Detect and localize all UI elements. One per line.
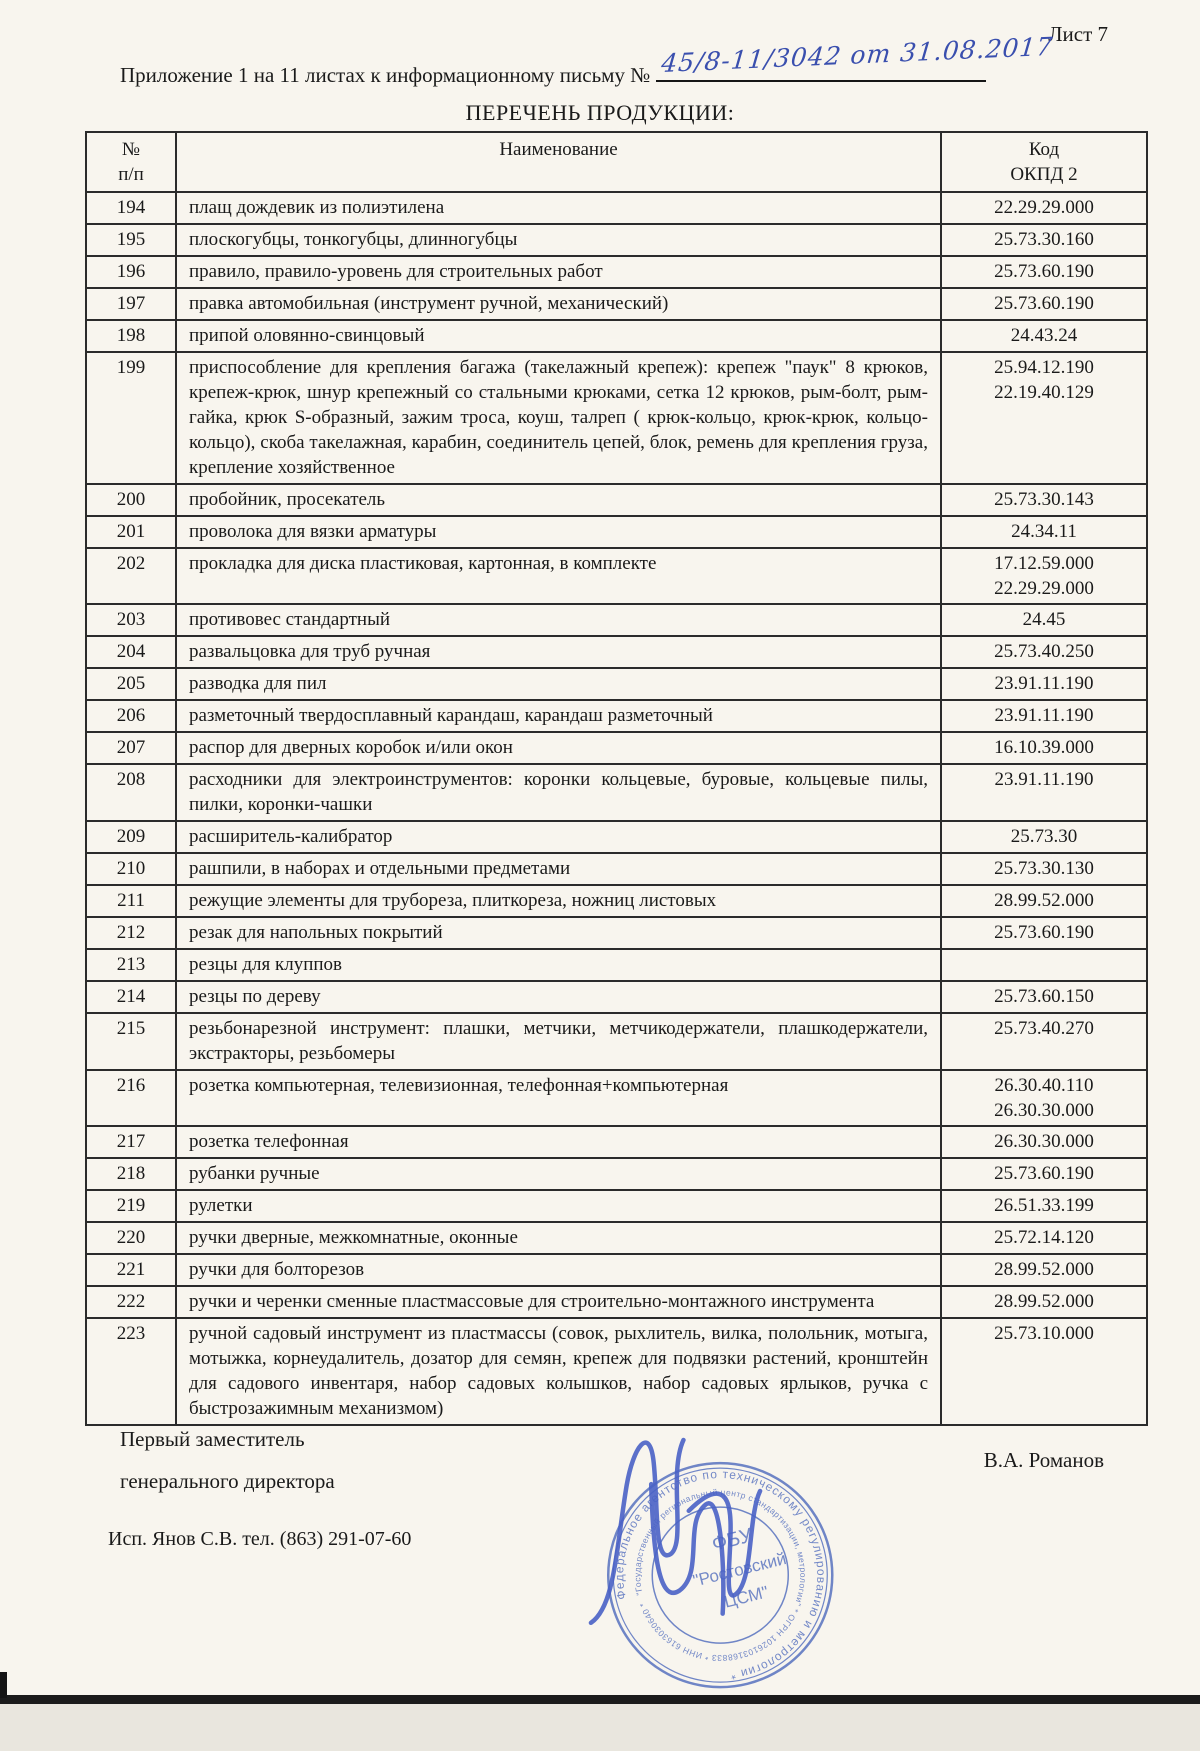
okpd-codes xyxy=(941,1190,1147,1222)
okpd-code: 25.73.10.000 xyxy=(994,1323,1094,1344)
okpd-code: 25.73.40.270 xyxy=(994,1018,1094,1039)
okpd-code: 17.12.59.000 xyxy=(994,553,1094,574)
row-number: 209 xyxy=(86,821,176,853)
column-header-num-line1: № xyxy=(121,139,141,160)
column-header-code-line2: ОКПД 2 xyxy=(1010,164,1078,185)
stamp-center-line1: ФБУ xyxy=(709,1524,755,1556)
okpd-codes xyxy=(941,1158,1147,1190)
okpd-codes xyxy=(941,548,1147,604)
appendix-text: Приложение 1 на 11 листах к информационному письму № xyxy=(120,63,651,87)
product-name: рашпили, в наборах и отдельными предметами xyxy=(176,853,941,885)
row-number: 210 xyxy=(86,853,176,885)
okpd-code: 25.94.12.190 xyxy=(994,357,1094,378)
okpd-code: 25.72.14.120 xyxy=(994,1227,1094,1248)
okpd-code: 25.73.30.143 xyxy=(994,489,1094,510)
row-number: 204 xyxy=(86,636,176,668)
okpd-code: 25.73.60.190 xyxy=(994,1163,1094,1184)
row-number: 196 xyxy=(86,256,176,288)
product-name: правка автомобильная (инструмент ручной, механический) xyxy=(176,288,941,320)
row-number: 219 xyxy=(86,1190,176,1222)
okpd-code: 24.43.24 xyxy=(1010,325,1078,346)
okpd-code: 28.99.52.000 xyxy=(994,1259,1094,1280)
row-number: 194 xyxy=(86,192,176,224)
okpd-codes xyxy=(941,604,1147,636)
column-header-num xyxy=(86,132,176,192)
table-row xyxy=(86,636,1147,668)
table-row xyxy=(86,949,1147,981)
product-name: приспособление для крепления багажа (такелажный крепеж): крепеж "паук" 8 крюков, крепеж-крюк, шнур крепежный со стальными крюками, сетка 12 крюков, рым-болт, рым-гайка, крюк S-образный, зажим троса, коуш, талреп ( крюк-кольцо, крюк-крюк, кольцо-кольцо), скоба такелажная, карабин, соединитель цепей, блок, ремень для крепления груза, крепление хозяйственное xyxy=(176,352,941,484)
okpd-codes xyxy=(941,1070,1147,1126)
table-row xyxy=(86,548,1147,604)
table-row xyxy=(86,981,1147,1013)
table-row xyxy=(86,320,1147,352)
table-row xyxy=(86,1254,1147,1286)
product-name: расходники для электроинструментов: коронки кольцевые, буровые, кольцевые пилы, пилки, коронки-чашки xyxy=(176,764,941,821)
okpd-code: 25.73.60.190 xyxy=(994,261,1094,282)
row-number: 223 xyxy=(86,1318,176,1425)
okpd-codes xyxy=(941,981,1147,1013)
scan-edge-corner xyxy=(0,1672,7,1698)
okpd-codes xyxy=(941,853,1147,885)
product-table xyxy=(85,131,1148,1426)
okpd-code: 26.30.30.000 xyxy=(994,1131,1094,1152)
product-name: противовес стандартный xyxy=(176,604,941,636)
scan-edge xyxy=(0,1695,1200,1704)
product-name: режущие элементы для трубореза, плиткореза, ножниц листовых xyxy=(176,885,941,917)
table-row xyxy=(86,917,1147,949)
okpd-code: 25.73.30 xyxy=(1010,826,1078,847)
product-name: плащ дождевик из полиэтилена xyxy=(176,192,941,224)
table-row xyxy=(86,1286,1147,1318)
product-name: рубанки ручные xyxy=(176,1158,941,1190)
signer-title-line1: Первый заместитель xyxy=(120,1427,305,1451)
table-header-row xyxy=(86,132,1147,192)
okpd-codes xyxy=(941,885,1147,917)
product-name: проволока для вязки арматуры xyxy=(176,516,941,548)
row-number: 215 xyxy=(86,1013,176,1070)
row-number: 213 xyxy=(86,949,176,981)
okpd-code: 25.73.30.160 xyxy=(994,229,1094,250)
okpd-codes xyxy=(941,352,1147,484)
table-row xyxy=(86,288,1147,320)
signer-title xyxy=(120,1418,335,1502)
row-number: 195 xyxy=(86,224,176,256)
okpd-code: 22.29.29.000 xyxy=(994,578,1094,599)
product-table-body xyxy=(86,192,1147,1425)
table-row xyxy=(86,764,1147,821)
okpd-code: 25.73.40.250 xyxy=(994,641,1094,662)
product-name: розетка телефонная xyxy=(176,1126,941,1158)
table-row xyxy=(86,668,1147,700)
product-name: припой оловянно-свинцовый xyxy=(176,320,941,352)
product-name: резцы по дереву xyxy=(176,981,941,1013)
okpd-code: 28.99.52.000 xyxy=(994,1291,1094,1312)
document-title: ПЕРЕЧЕНЬ ПРОДУКЦИИ: xyxy=(465,100,735,125)
column-header-num-line2: п/п xyxy=(118,164,144,185)
product-name: ручки для болторезов xyxy=(176,1254,941,1286)
okpd-codes xyxy=(941,821,1147,853)
okpd-codes xyxy=(941,949,1147,981)
table-row xyxy=(86,821,1147,853)
okpd-codes xyxy=(941,1222,1147,1254)
row-number: 200 xyxy=(86,484,176,516)
row-number: 211 xyxy=(86,885,176,917)
table-row xyxy=(86,732,1147,764)
okpd-codes xyxy=(941,668,1147,700)
product-name: резцы для клуппов xyxy=(176,949,941,981)
okpd-code: 28.99.52.000 xyxy=(994,890,1094,911)
okpd-code: 22.19.40.129 xyxy=(994,382,1094,403)
table-row xyxy=(86,885,1147,917)
product-name: распор для дверных коробок и/или окон xyxy=(176,732,941,764)
okpd-code: 24.45 xyxy=(1022,609,1066,630)
column-header-code xyxy=(941,132,1147,192)
executor-contact: Исп. Янов С.В. тел. (863) 291-07-60 xyxy=(108,1528,412,1550)
table-row xyxy=(86,516,1147,548)
product-name: разметочный твердосплавный карандаш, карандаш разметочный xyxy=(176,700,941,732)
product-name: розетка компьютерная, телевизионная, телефонная+компьютерная xyxy=(176,1070,941,1126)
table-row xyxy=(86,1013,1147,1070)
product-name: ручки дверные, межкомнатные, оконные xyxy=(176,1222,941,1254)
row-number: 212 xyxy=(86,917,176,949)
row-number: 199 xyxy=(86,352,176,484)
product-name: прокладка для диска пластиковая, картонная, в комплекте xyxy=(176,548,941,604)
okpd-code: 25.73.60.190 xyxy=(994,922,1094,943)
product-name: правило, правило-уровень для строительных работ xyxy=(176,256,941,288)
table-row xyxy=(86,224,1147,256)
okpd-codes xyxy=(941,1286,1147,1318)
table-row xyxy=(86,853,1147,885)
column-header-name: Наименование xyxy=(176,132,941,192)
table-row xyxy=(86,1222,1147,1254)
okpd-codes xyxy=(941,484,1147,516)
table-row xyxy=(86,484,1147,516)
product-name: разводка для пил xyxy=(176,668,941,700)
stamp-center-line3: ЦСМ" xyxy=(722,1582,771,1612)
row-number: 201 xyxy=(86,516,176,548)
table-row xyxy=(86,192,1147,224)
row-number: 207 xyxy=(86,732,176,764)
okpd-codes xyxy=(941,288,1147,320)
product-name: ручки и черенки сменные пластмассовые для строительно-монтажного инструмента xyxy=(176,1286,941,1318)
row-number: 202 xyxy=(86,548,176,604)
okpd-code: 26.51.33.199 xyxy=(994,1195,1094,1216)
row-number: 220 xyxy=(86,1222,176,1254)
table-row xyxy=(86,352,1147,484)
okpd-codes xyxy=(941,320,1147,352)
product-name: расширитель-калибратор xyxy=(176,821,941,853)
row-number: 198 xyxy=(86,320,176,352)
product-name: плоскогубцы, тонкогубцы, длинногубцы xyxy=(176,224,941,256)
okpd-codes xyxy=(941,700,1147,732)
okpd-codes xyxy=(941,732,1147,764)
column-header-code-line1: Код xyxy=(1028,139,1060,160)
okpd-code: 26.30.40.110 xyxy=(994,1075,1094,1096)
okpd-codes xyxy=(941,192,1147,224)
signer-name: В.А. Романов xyxy=(983,1448,1104,1472)
appendix-line xyxy=(120,31,1055,88)
okpd-codes xyxy=(941,224,1147,256)
okpd-code: 25.73.60.190 xyxy=(994,293,1094,314)
okpd-codes xyxy=(941,764,1147,821)
row-number: 216 xyxy=(86,1070,176,1126)
product-name: рулетки xyxy=(176,1190,941,1222)
okpd-codes xyxy=(941,516,1147,548)
product-name: резак для напольных покрытий xyxy=(176,917,941,949)
okpd-codes xyxy=(941,636,1147,668)
table-row xyxy=(86,256,1147,288)
sheet-number: Лист 7 xyxy=(1048,22,1108,46)
okpd-codes xyxy=(941,1318,1147,1425)
table-row xyxy=(86,604,1147,636)
table-row xyxy=(86,1126,1147,1158)
table-row xyxy=(86,1158,1147,1190)
stamp-inner-ring-text: "Государственный региональный центр стандартизации, метрологии" * ОГРН 1026103168833 * ИНН 6163030640 * xyxy=(632,1487,809,1664)
row-number: 222 xyxy=(86,1286,176,1318)
okpd-code: 23.91.11.190 xyxy=(994,769,1094,790)
okpd-code: 23.91.11.190 xyxy=(994,673,1094,694)
product-name: резьбонарезной инструмент: плашки, метчики, метчикодержатели, плашкодержатели, экстракторы, резьбомеры xyxy=(176,1013,941,1070)
row-number: 197 xyxy=(86,288,176,320)
stamp-outer-ring-text: Федеральное агентство по техническому регулированию и метрологии * xyxy=(612,1467,829,1683)
row-number: 205 xyxy=(86,668,176,700)
product-name: развальцовка для труб ручная xyxy=(176,636,941,668)
okpd-code: 22.29.29.000 xyxy=(994,197,1094,218)
okpd-codes xyxy=(941,1254,1147,1286)
product-name: ручной садовый инструмент из пластмассы (совок, рыхлитель, вилка, полольник, мотыга, мотыжка, корнеудалитель, дозатор для семян, крепеж для подвязки растений, кронштейн для садового инвентаря, набор садовых колышков, набор садовых ярлыков, ручка с быстрозажимным механизмом) xyxy=(176,1318,941,1425)
handwritten-letter-number: 45/8-11/3042 от 31.08.2017 xyxy=(660,31,1055,78)
okpd-code: 24.34.11 xyxy=(1011,521,1077,542)
okpd-codes xyxy=(941,1126,1147,1158)
signature xyxy=(552,1418,787,1645)
table-row xyxy=(86,1190,1147,1222)
table-row xyxy=(86,1070,1147,1126)
row-number: 218 xyxy=(86,1158,176,1190)
row-number: 217 xyxy=(86,1126,176,1158)
row-number: 208 xyxy=(86,764,176,821)
row-number: 203 xyxy=(86,604,176,636)
row-number: 214 xyxy=(86,981,176,1013)
okpd-codes xyxy=(941,1013,1147,1070)
okpd-codes xyxy=(941,917,1147,949)
okpd-code: 26.30.30.000 xyxy=(994,1100,1094,1121)
signer-title-line2: генерального директора xyxy=(120,1469,335,1493)
okpd-code: 16.10.39.000 xyxy=(994,737,1094,758)
table-row xyxy=(86,700,1147,732)
okpd-codes xyxy=(941,256,1147,288)
row-number: 206 xyxy=(86,700,176,732)
okpd-code: 23.91.11.190 xyxy=(994,705,1094,726)
stamp-center-line2: "Ростовский xyxy=(690,1549,789,1591)
row-number: 221 xyxy=(86,1254,176,1286)
letter-number-underline xyxy=(656,31,1055,82)
product-name: пробойник, просекатель xyxy=(176,484,941,516)
okpd-code: 25.73.30.130 xyxy=(994,858,1094,879)
okpd-code: 25.73.60.150 xyxy=(994,986,1094,1007)
